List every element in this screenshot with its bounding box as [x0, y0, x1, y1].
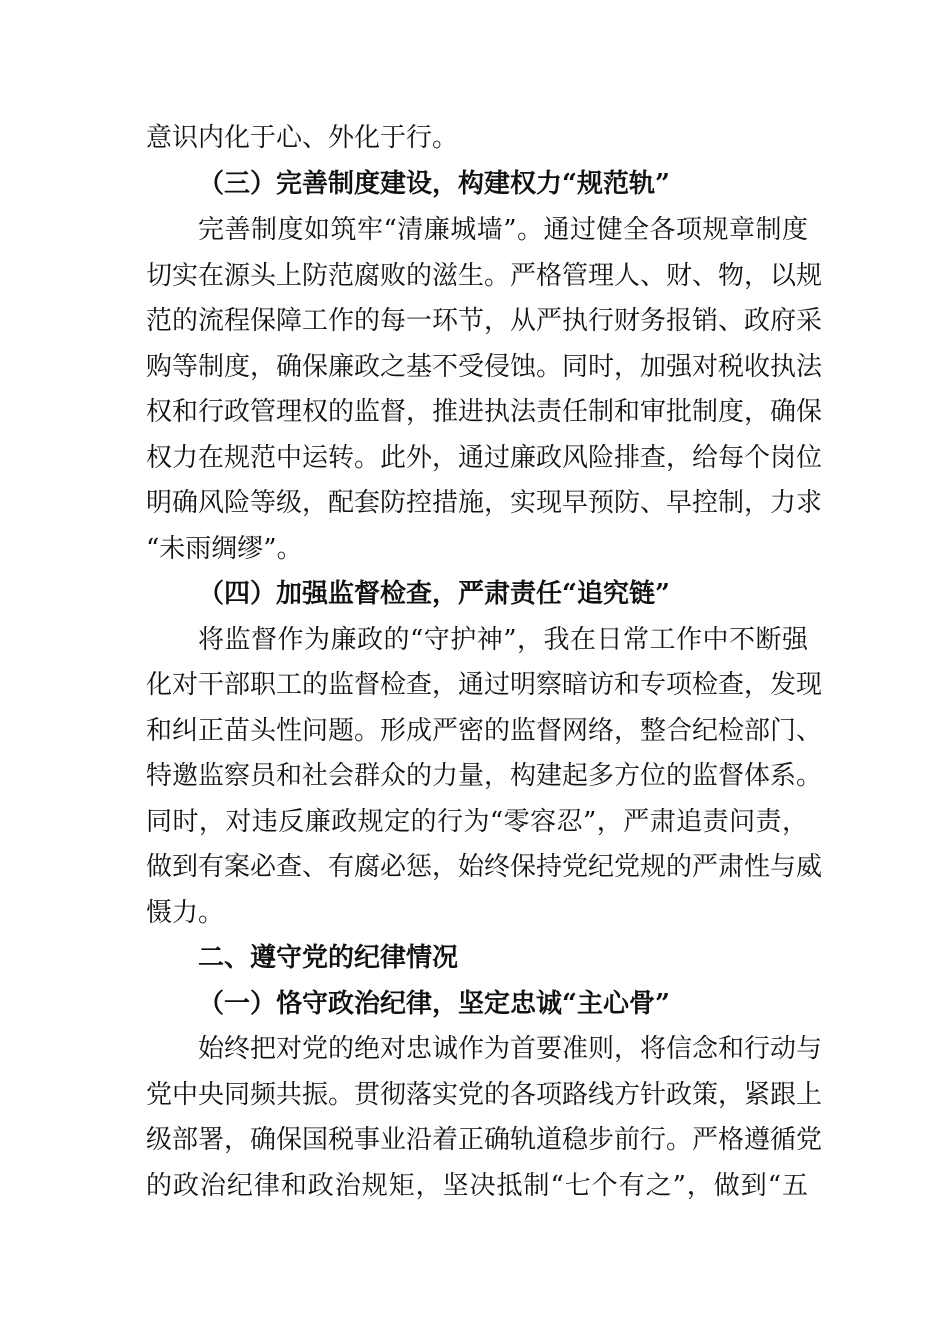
paragraph-line: 慑力。 [146, 898, 225, 928]
paragraph-line: 特邀监察员和社会群众的力量，构建起多方位的监督体系。 [146, 761, 823, 791]
chapter-heading-2: 二、遵守党的纪律情况 [198, 943, 459, 973]
paragraph-line: 党中央同频共振。贯彻落实党的各项路线方针政策，紧跟上 [146, 1080, 823, 1110]
section-heading-3: （三）完善制度建设，构建权力“规范轨” [198, 169, 670, 199]
paragraph-line: 切实在源头上防范腐败的滋生。严格管理人、财、物，以规 [146, 261, 823, 291]
paragraph-line: 范的流程保障工作的每一环节，从严执行财务报销、政府采 [146, 306, 823, 336]
paragraph-line: 做到有案必查、有腐必惩，始终保持党纪党规的严肃性与威 [146, 852, 823, 882]
paragraph-line: 将监督作为廉政的“守护神”，我在日常工作中不断强 [198, 625, 808, 655]
paragraph-line: 权力在规范中运转。此外，通过廉政风险排查，给每个岗位 [146, 443, 823, 473]
section-heading-1: （一）恪守政治纪律，坚定忠诚“主心骨” [198, 989, 670, 1019]
paragraph-line: 始终把对党的绝对忠诚作为首要准则，将信念和行动与 [198, 1034, 823, 1064]
paragraph-line: 明确风险等级，配套防控措施，实现早预防、早控制，力求 [146, 488, 823, 518]
paragraph-line: 意识内化于心、外化于行。 [146, 123, 459, 153]
paragraph-line: 级部署，确保国税事业沿着正确轨道稳步前行。严格遵循党 [146, 1125, 823, 1155]
paragraph-line: 完善制度如筑牢“清廉城墙”。通过健全各项规章制度 [198, 215, 808, 245]
paragraph-line: 权和行政管理权的监督，推进执法责任制和审批制度，确保 [146, 397, 823, 427]
paragraph-line: 的政治纪律和政治规矩，坚决抵制“七个有之”，做到“五 [146, 1171, 808, 1201]
paragraph-line: “未雨绸缪”。 [146, 534, 303, 564]
paragraph-line: 化对干部职工的监督检查，通过明察暗访和专项检查，发现 [146, 670, 823, 700]
paragraph-line: 同时，对违反廉政规定的行为“零容忍”，严肃追责问责， [146, 807, 808, 837]
section-heading-4: （四）加强监督检查，严肃责任“追究链” [198, 579, 670, 609]
paragraph-line: 和纠正苗头性问题。形成严密的监督网络，整合纪检部门、 [146, 716, 823, 746]
paragraph-line: 购等制度，确保廉政之基不受侵蚀。同时，加强对税收执法 [146, 352, 823, 382]
